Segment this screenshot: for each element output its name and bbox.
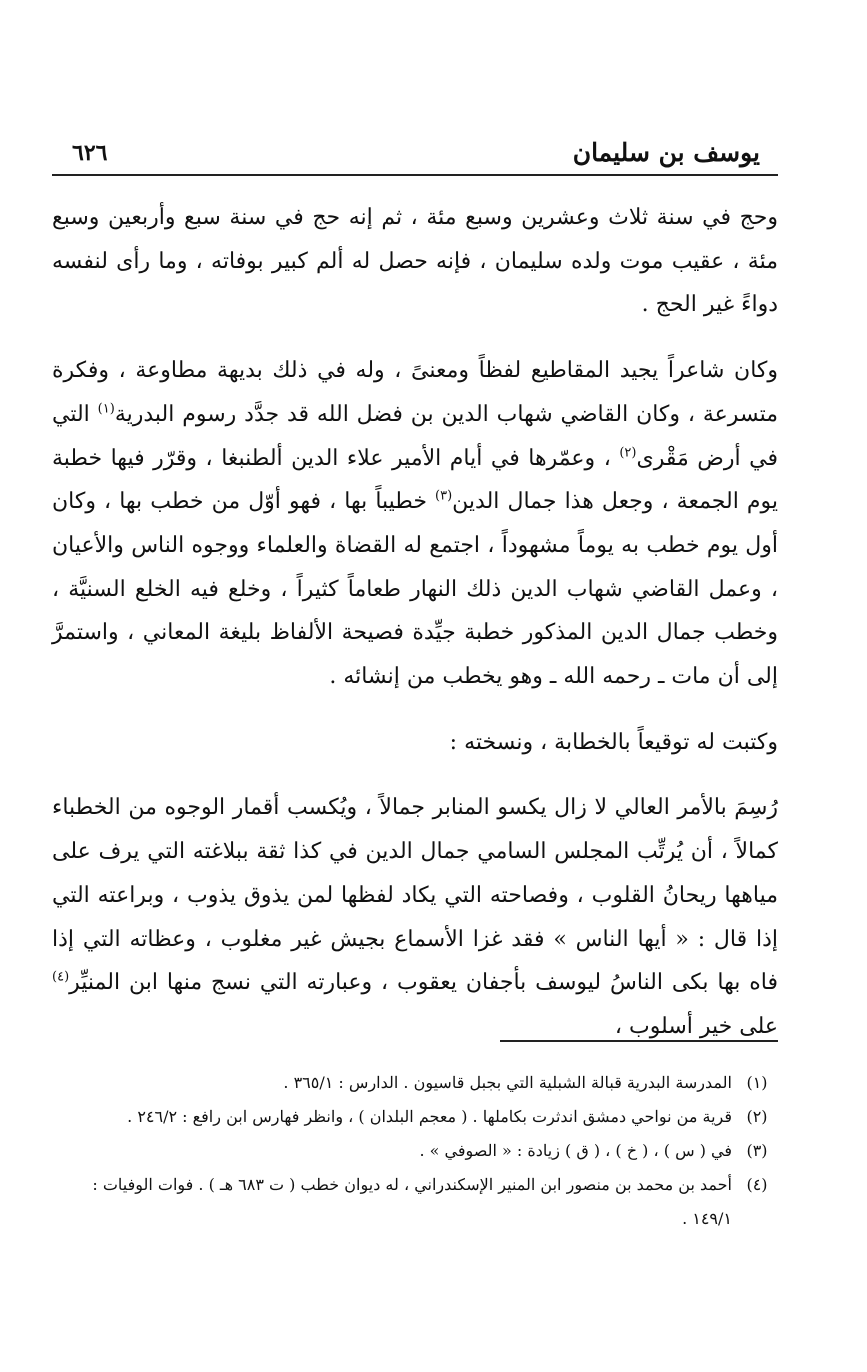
- main-text: [52, 196, 778, 1071]
- paragraph-2: [52, 349, 778, 699]
- footnote-text: قرية من نواحي دمشق اندثرت بكاملها . ( معجم البلدان ) ، وانظر فهارس ابن رافع : ٢٤٦/٢ .: [127, 1107, 732, 1126]
- paragraph-2-part-a: وكان شاعراً يجيد المقاطيع لفظاً ومعنىً ، وله في ذلك بديهة مطاوعة ، وفكرة متسرعة ، وكان القاضي شهاب الدين بن فضل الله قد جدَّد رسوم البدرية: [52, 358, 778, 427]
- paragraph-2-part-c: ، وعمّرها في أيام الأمير علاء الدين ألطنبغا ، وقرّر فيها خطبة يوم الجمعة ، وجعل هذا جمال الدين: [52, 445, 778, 515]
- paragraph-2-part-b: التي في أرض مَقْرى: [52, 401, 778, 471]
- footnote-text: المدرسة البدرية قبالة الشبلية التي بجبل قاسيون . الدارس : ٣٦٥/١ .: [283, 1073, 732, 1092]
- paragraph-1: وحج في سنة ثلاث وعشرين وسبع مئة ، ثم إنه حج في سنة سبع وأربعين وسبع مئة ، عقيب موت ولده سليمان ، فإنه حصل له ألم كبير بوفاته ، وما رأى لنفسه دواءً غير الحج .: [52, 205, 778, 318]
- footnote: [52, 1134, 782, 1168]
- footnote: [52, 1168, 782, 1236]
- paragraph-4-part-b: على خير أسلوب ،: [614, 1013, 778, 1039]
- footnote-number: (٣): [746, 1141, 768, 1160]
- paragraph-3: وكتبت له توقيعاً بالخطابة ، ونسخته :: [449, 729, 778, 755]
- footnote-ref-3: (٣): [435, 488, 453, 504]
- page-number: ٦٢٦: [72, 140, 108, 166]
- footnote-number: (١): [746, 1073, 768, 1092]
- page-header: [52, 138, 770, 174]
- paragraph-4: [52, 786, 778, 1048]
- running-title: يوسف بن سليمان: [572, 138, 760, 167]
- footnote-text: في ( س ) ، ( خ ) ، ( ق ) زيادة : « الصوفي » .: [419, 1141, 732, 1160]
- footnote-ref-2: (٢): [619, 445, 637, 461]
- header-rule: [52, 174, 778, 176]
- footnote-text: أحمد بن محمد بن منصور ابن المنير الإسكندراني ، له ديوان خطب ( ت ٦٨٣ هـ ) . فوات الوفيات : ١٤٩/١ .: [92, 1175, 732, 1228]
- footnote-ref-4: (٤): [52, 969, 70, 985]
- footnote-rule: [500, 1040, 778, 1042]
- footnote-ref-1: (١): [97, 401, 115, 417]
- footnote: [52, 1100, 782, 1134]
- paragraph-4-part-a: رُسِمَ بالأمر العالي لا زال يكسو المنابر جمالاً ، ويُكسب أقمار الوجوه من الخطباء كمالاً ، أن يُرتِّب المجلس السامي جمال الدين في كذا ثقة ببلاغته التي يرف على مياهها ريحانُ القلوب ، وفصاحته التي يكاد لفظها لمن يذوق يذوب ، وبراعته التي إذا قال : « أيها الناس » فقد غزا الأسماع بجيش غير مغلوب ، وعظاته التي إذا فاه بها بكى الناسُ ليوسف بأجفان يعقوب ، وعبارته التي نسج منها ابن المنيِّر: [52, 795, 778, 996]
- footnotes: [52, 1066, 782, 1236]
- footnote-number: (٤): [746, 1175, 768, 1194]
- footnote-number: (٢): [746, 1107, 768, 1126]
- paragraph-2-part-d: خطيباً بها ، فهو أوّل من خطب بها ، وكان أول يوم خطب به يوماً مشهوداً ، اجتمع له القضاة والعلماء ووجوه الناس والأعيان ، وعمل القاضي شهاب الدين ذلك النهار طعاماً كثيراً ، وخلع فيه الخلع السنيَّة ، وخطب جمال الدين المذكور خطبة جيِّدة فصيحة الألفاظ بليغة المعاني ، واستمرَّ إلى أن مات ـ رحمه الله ـ وهو يخطب من إنشائه .: [52, 489, 778, 690]
- footnote: [52, 1066, 782, 1100]
